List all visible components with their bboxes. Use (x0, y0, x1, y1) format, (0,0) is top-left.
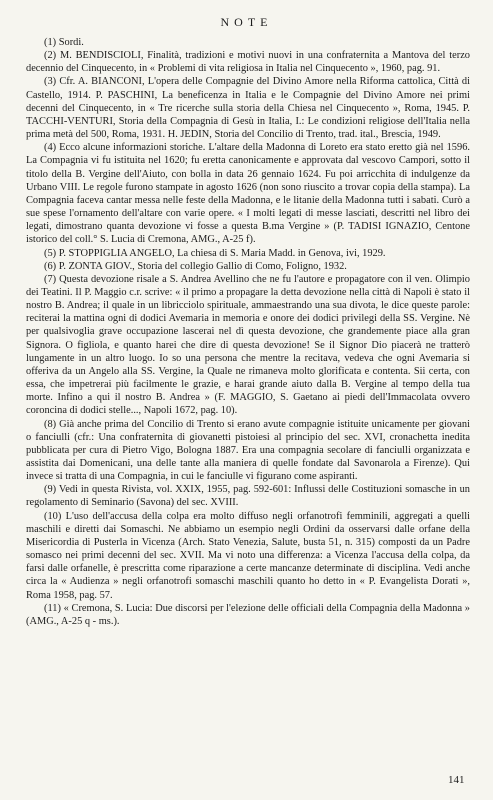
page-number: 141 (448, 774, 465, 786)
note-2 (26, 49, 470, 75)
note-7 (26, 273, 470, 418)
note-text: L'uso dell'accusa della colpa era molto diffuso negli orfanotrofi femminili, aggregati a quelli maschili e diretti dai Somaschi. Ne abbiamo un esempio negli Ordini da osservarsi dalle orfane della Misericordia di Pusterla in Vicenza (Arch. Stato Venezia, Salute, busta 51, n. 315) composti da un Padre somasco nei primi decenni del sec. XVII. Ma vi noto una differenza: a Vicenza l'accusa della colpa, da farsi dalle orfanelle, è prescritta come riparazione a certe mancanze determinate di disciplina. Vedi anche circa la « Audienza » negli orfanotrofi somaschi maschili quanto ho detto in « P. Evangelista Dorati », Roma 1958, pag. 57. (26, 510, 470, 601)
note-6 (26, 260, 470, 273)
note-text: « Cremona, S. Lucia: Due discorsi per l'elezione delle officiali della Compagnia della Madonna » (AMG., A-25 q - ms.). (26, 602, 470, 627)
notes-list (26, 36, 470, 628)
note-text: Già anche prima del Concilio di Trento si erano avute compagnie istituite unicamente per giovani o fanciulli (cfr.: Una confraternita di giovanetti pistoiesi al principio del sec. XVI, cronachetta inedita pubblicata per cura di Pietro Vigo, Bologna 1887. Era una compagnia secolare di fanciulli organizzata e assistita dai Domenicani, una delle tante alla maniera di quelle fondate dal Savonarola a Firenze). Qui invece si tratta di una Compagnia, in cui le fanciulle vi figurano come aspiranti. (26, 418, 470, 483)
note-11 (26, 602, 470, 628)
note-number: (3) (44, 76, 57, 88)
note-text: M. BENDISCIOLI, Finalità, tradizioni e motivi nuovi in una confraternita a Mantova del terzo decennio del Cinquecento, in « Problemi di vita religiosa in Italia nel Cinquecento », 1960, pag. 91. (26, 50, 470, 75)
note-text: P. STOPPIGLIA ANGELO, La chiesa di S. Maria Madd. in Genova, ivi, 1929. (58, 247, 386, 259)
note-number: (10) (44, 510, 62, 522)
note-number: (8) (44, 418, 57, 430)
note-text: Cfr. A. BIANCONI, L'opera delle Compagnie del Divino Amore nella Riforma cattolica, Città di Castello, 1914. P. PASCHINI, La beneficenza in Italia e le Compagnie del Divino Amore nei primi decenni del Cinquecento, in « Tre ricerche sulla storia della Chiesa nel Cinquecento », Roma, 1945. P. TACCHI-VENTURI, Storia della Compagnia di Gesù in Italia, I.: Le condizioni religiose dell'Italia nella prima metà del 500, Roma, 1931. H. JEDIN, Storia del Concilio di Trento, trad. ital., Brescia, 1949. (26, 76, 470, 141)
note-number: (5) (44, 247, 57, 259)
note-number: (11) (44, 602, 61, 614)
note-number: (7) (44, 273, 57, 285)
note-1 (26, 36, 470, 49)
note-3 (26, 75, 470, 141)
page-header: NOTE (220, 15, 273, 29)
note-10 (26, 510, 470, 602)
note-text: Vedi in questa Rivista, vol. XXIX, 1955, pag. 592-601: Influssi delle Costituzioni somasche in un regolamento di Seminario (Savona) del sec. XVIII. (26, 484, 470, 509)
note-5 (26, 247, 470, 260)
note-text: Ecco alcune informazioni storiche. L'altare della Madonna di Loreto era stato eretto già nel 1596. La Compagnia vi fu istituita nel 1620; fu eretta canonicamente e approvata dal vescovo Campori, sotto il titolo della B. Vergine dell'Aiuto, con bolla in data 26 gennaio 1624. Fu poi arricchita di indulgenze da Urbano VIII. Le regole furono stampate in agosto 1626 (non sono riuscito a trovar copia della stampa). La Compagnia faceva cantar messa nelle feste della Madonna, e le litanie della Madonna tutti i sabati. Curò a sue spese l'ornamento dell'altare con varie opere. « I molti legati di messe lasciati, descritti nel libro dei legati, dimostrano quanta devozione vi fosse a questa B.ma Vergine » (P. TADISI IGNAZIO, Centone istorico del coll.° S. Lucia di Cremona, AMG., A-25 f). (26, 142, 470, 246)
note-text: P. ZONTA GIOV., Storia del collegio Gallio di Como, Foligno, 1932. (58, 260, 347, 272)
note-number: (1) (44, 37, 57, 48)
note-number: (6) (44, 260, 57, 272)
note-text: Sordi. (58, 37, 84, 48)
note-8 (26, 418, 470, 484)
note-text: Questa devozione risale a S. Andrea Avellino che ne fu l'autore e propagatore con il ven. Olimpio dei Teatini. Il P. Maggio c.r. scrive: « il primo a propagare la detta devozione nella città di Napoli è stato il nostro B. Andrea; il quale in un libricciolo spirituale, ammaestrando una sua divota, le dice queste parole: reciterai la mattina ogni di dodici Avemaria in memoria e onore dei dodici privilegi della SS. Vergine. Nè per qualsivoglia grave occupazione lascerai nel dì questa devozione, che grandemente piace alla gran Signora. O figliola, e quanto harei che dire di questa devozione! Se il Signor Dio piacerà ne tratterò lungamente in un altro luogo. Io so una persona che mentre la recitava, vedeva che ogni Avemaria si offeriva da un Angelo alla SS. Vergine, la Quale ne rimaneva molto glorificata e contenta. Sii certa, con essa, che impetrerai più facilmente le grazie, e harai grande aiuto dalla B. Vergine al tempo della tua morte. Infino a qui il nostro B. Andrea » (F. MAGGIO, S. Gaetano ai piedi dell'Immacolata ovvero coroncina di dodici stelle..., Napoli 1672, pag. 10). (26, 273, 470, 417)
note-number: (2) (44, 50, 57, 62)
note-number: (9) (44, 484, 57, 496)
note-9 (26, 483, 470, 509)
note-number: (4) (44, 142, 57, 154)
note-4 (26, 141, 470, 246)
